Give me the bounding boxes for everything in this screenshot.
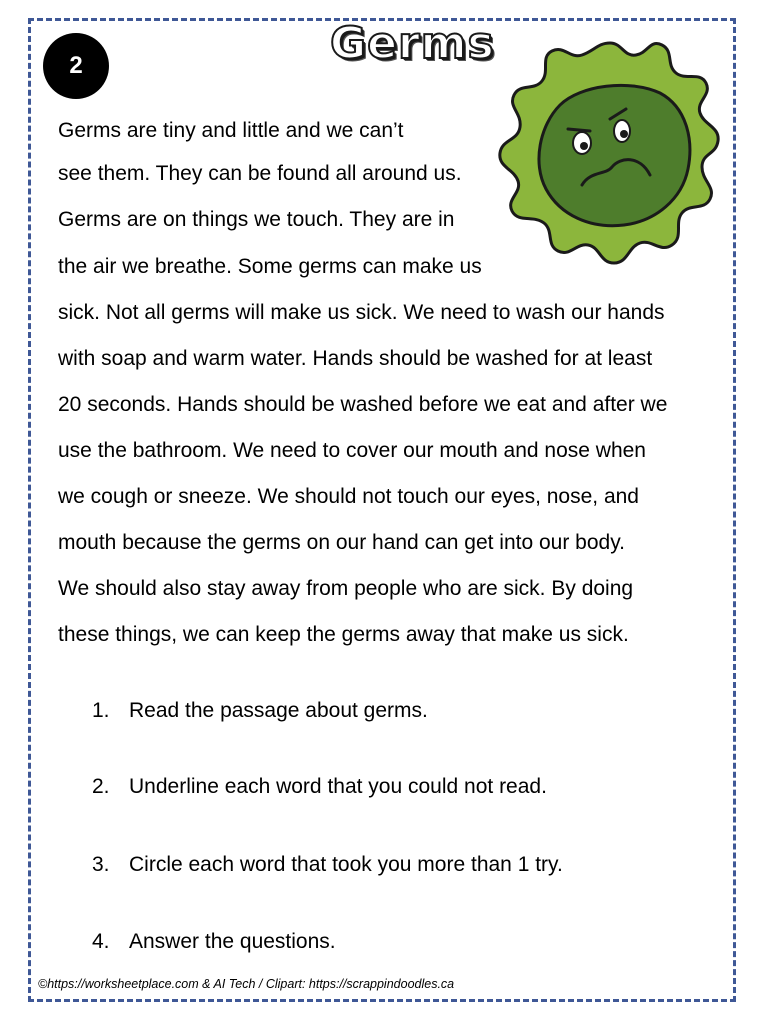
instruction-item (92, 852, 563, 878)
instruction-item (92, 929, 336, 955)
instruction-item (92, 774, 547, 800)
instruction-number: 2. (92, 775, 110, 798)
instruction-number: 1. (92, 699, 110, 722)
copyright-footer: ©https://worksheetplace.com & AI Tech / Clipart: https://scrappindoodles.ca (38, 977, 455, 991)
page-number: 2 (69, 52, 83, 79)
instruction-number: 3. (92, 853, 110, 876)
passage-line: with soap and warm water. Hands should be washed for at least (58, 347, 653, 370)
germ-icon (490, 35, 730, 275)
passage-line: we cough or sneeze. We should not touch our eyes, nose, and (58, 485, 639, 508)
passage-line: Germs are on things we touch. They are in (58, 208, 455, 231)
passage-line: 20 seconds. Hands should be washed before we eat and after we (58, 393, 668, 416)
germ-inner-body (539, 85, 690, 225)
passage-line: see them. They can be found all around us. (58, 162, 462, 185)
instruction-text: Answer the questions. (129, 930, 336, 953)
instruction-text: Circle each word that took you more than 1 try. (129, 853, 563, 876)
passage-line: these things, we can keep the germs away that make us sick. (58, 623, 629, 646)
passage-line: Germs are tiny and little and we can’t (58, 119, 404, 142)
passage-line: sick. Not all germs will make us sick. We need to wash our hands (58, 301, 665, 324)
page-number-badge (43, 33, 109, 99)
instruction-text: Read the passage about germs. (129, 699, 428, 722)
passage-line: the air we breathe. Some germs can make us (58, 255, 482, 278)
passage-line: We should also stay away from people who are sick. By doing (58, 577, 634, 600)
worksheet-title: Germs (330, 18, 495, 69)
passage-line: use the bathroom. We need to cover our mouth and nose when (58, 439, 646, 462)
passage-line: mouth because the germs on our hand can get into our body. (58, 531, 625, 554)
germ-eyebrow (568, 129, 590, 131)
instruction-item (92, 698, 428, 724)
instruction-number: 4. (92, 930, 110, 953)
instruction-text: Underline each word that you could not read. (129, 775, 547, 798)
